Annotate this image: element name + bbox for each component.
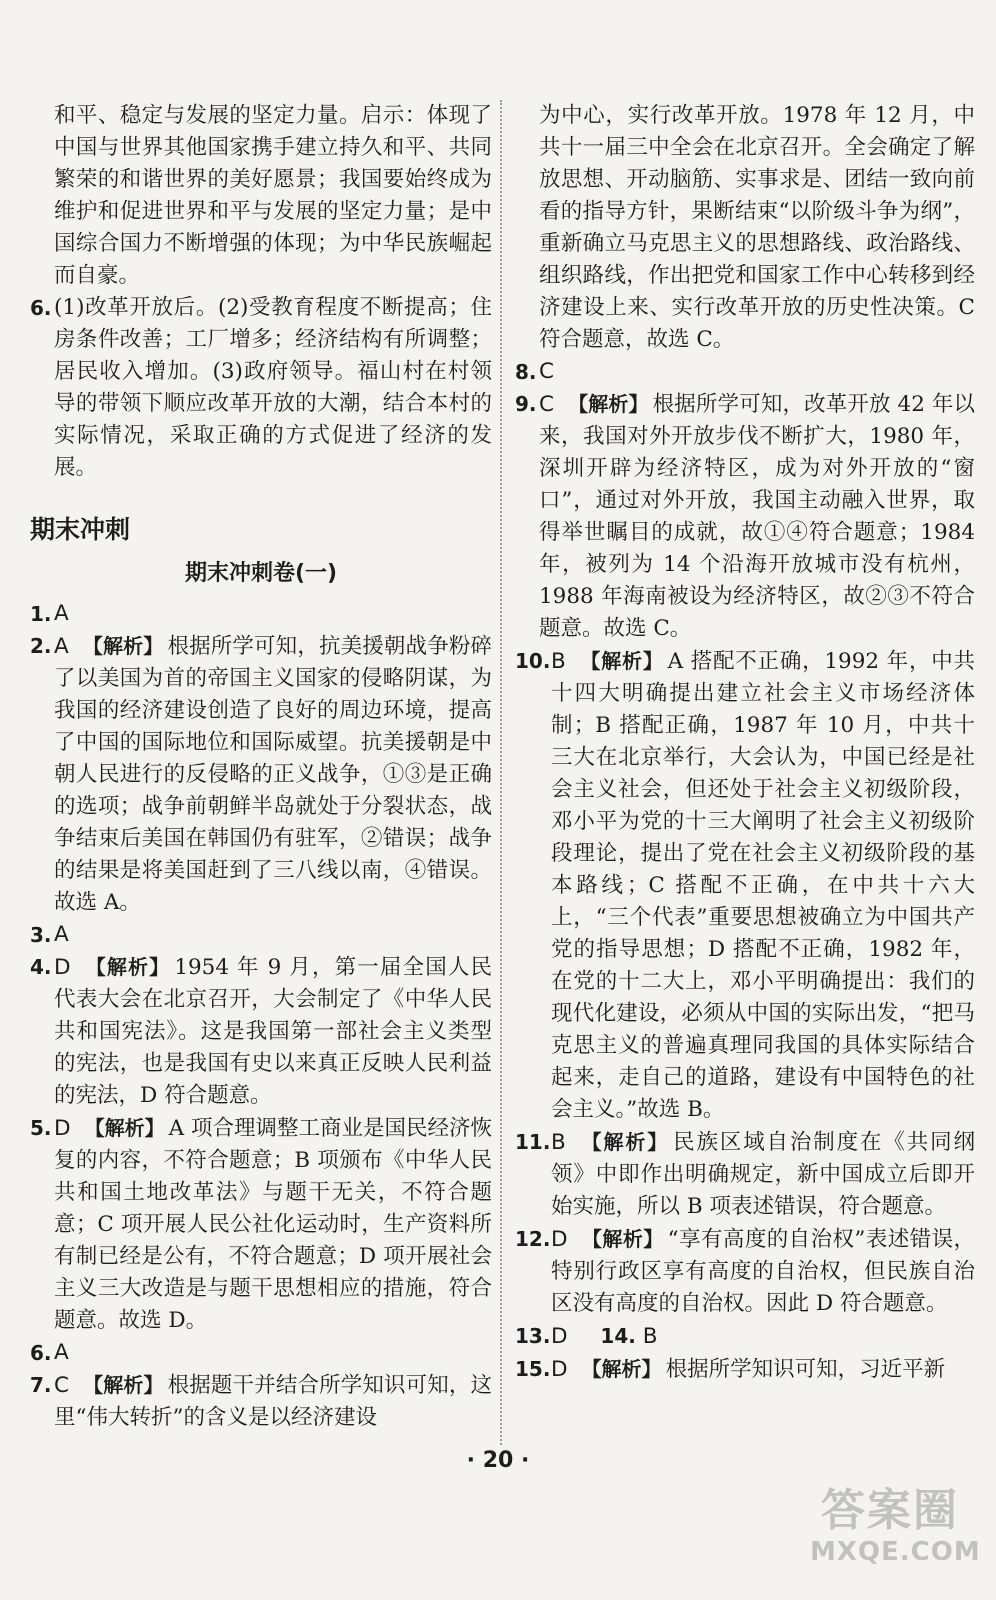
answer-item-9 (515, 388, 975, 645)
item-answer: D (551, 1324, 568, 1349)
answer-item-12 (515, 1223, 975, 1320)
analysis-tag: 【解析】 (83, 1373, 164, 1397)
item-number: 4. (30, 955, 52, 979)
analysis-tag: 【解析】 (84, 1116, 165, 1140)
item-answer: A (54, 1340, 69, 1365)
watermark-logo (810, 1485, 981, 1585)
item-number: 14. (600, 1324, 636, 1348)
item-text: 民族区域自治制度在《共同纲领》中即作出明确规定，新中国成立后即开始实施，所以 B 项表述错误，符合题意。 (551, 1130, 975, 1219)
analysis-tag: 【解析】 (84, 955, 171, 979)
item-number: 12. (515, 1227, 551, 1251)
answer-item-1 (30, 598, 492, 630)
continued-answer: 为中心，实行改革开放。1978 年 12 月，中共十一届三中全会在北京召开。全会确定了解放思想、开动脑筋、实事求是、团结一致向前看的指导方针，果断结束“以阶级斗争为纲”，重新确立马克思主义的思想路线、政治路线、组织路线，作出把党和国家工作中心转移到经济建设上来、实行改革开放的历史性决策。C 符合题意，故选 C。 (539, 103, 975, 352)
answer-item-10 (515, 645, 975, 1126)
item-number: 2. (30, 634, 52, 658)
item-number: 3. (30, 923, 52, 947)
item-text: 根据所学知识可知，习近平新 (665, 1357, 946, 1382)
answer-item-8 (515, 356, 975, 388)
item-number: 15. (515, 1357, 551, 1381)
item-number: 9. (515, 392, 537, 416)
item-answer: B (551, 649, 566, 674)
right-column (515, 100, 975, 1386)
watermark-url: MXQE.COM (810, 1537, 981, 1567)
answer-item-6 (30, 292, 492, 484)
analysis-tag: 【解析】 (82, 634, 164, 658)
item-text: A 项合理调整工商业是国民经济恢复的内容，不符合题意；B 项颁布《中华人民共和国土地改革法》与题干无关，不符合题意；C 项开展人民公社化运动时，生产资料所有制已经是公有，不符合题意；D 项开展社会主义三大改造是与题干思想相应的措施，符合题意。故选 D。 (54, 1116, 493, 1333)
item-text: (1)改革开放后。(2)受教育程度不断提高；住房条件改善；工厂增多；经济结构有所调整；居民收入增加。(3)政府领导。福山村在村领导的带领下顺应改革开放的大潮，结合本村的实际情况，采取正确的方式促进了经济的发展。 (54, 295, 492, 480)
item-answer: A (54, 634, 69, 659)
answer-item-15 (515, 1353, 975, 1386)
item-answer: C (54, 1373, 70, 1398)
continued-answer: 和平、稳定与发展的坚定力量。启示：体现了中国与世界其他国家携手建立持久和平、共同繁荣的和谐世界的美好愿景；我国要始终成为维护和促进世界和平与发展的坚定力量；是中国综合国力不断增强的体现；为中华民族崛起而自豪。 (54, 103, 492, 288)
item-text: A 搭配不正确，1992 年，中共十四大明确提出建立社会主义市场经济体制；B 搭配正确，1987 年 10 月，中共十三大在北京举行，大会认为，中国已经是社会主义社会，但还处于社会主义初级阶段，邓小平为党的十三大阐明了社会主义初级阶段理论，提出了党在社会主义初级阶段的基本路线；C 搭配不正确，在中共十六大上，“三个代表”重要思想被确立为中国共产党的指导思想；D 搭配不正确，1982 年，在党的十二大上，邓小平明确提出：我们的现代化建设，必须从中国的实际出发，“把马克思主义的普遍真理同我国的具体实际结合起来，走自己的道路，建设有中国特色的社会主义。”故选 B。 (551, 649, 975, 1122)
item-answer: D (54, 955, 71, 980)
analysis-tag: 【解析】 (579, 1130, 670, 1154)
item-number: 10. (515, 649, 551, 673)
answer-item-4 (30, 951, 492, 1112)
answer-item-5 (30, 1112, 492, 1337)
subsection-title: 期末冲刺卷(一) (184, 561, 338, 586)
item-answer: A (54, 601, 69, 626)
answer-item-3 (30, 919, 492, 951)
watermark-text: 答案圈 (821, 1485, 959, 1536)
item-number: 13. (515, 1324, 551, 1348)
answer-item-6b (30, 1337, 492, 1369)
item-answer: D (551, 1227, 568, 1252)
analysis-tag: 【解析】 (581, 1357, 662, 1381)
page-number: · 20 · (466, 1448, 530, 1473)
item-answer: B (551, 1130, 566, 1155)
item-text: “享有高度的自治权”表述错误，特别行政区享有高度的自治权，但民族自治区没有高度的自治权。因此 D 符合题意。 (551, 1227, 976, 1316)
item-text: 根据所学可知，抗美援朝战争粉碎了以美国为首的帝国主义国家的侵略阴谋，为我国的经济建设创造了良好的周边环境，提高了中国的国际地位和国际威望。抗美援朝是中朝人民进行的反侵略的正义战争，①③是正确的选项；战争前朝鲜半岛就处于分裂状态，战争结束后美国在韩国仍有驻军，②错误；战争的结果是将美国赶到了三八线以南，④错误。故选 A。 (54, 634, 492, 915)
item-number: 1. (30, 602, 52, 626)
item-number: 11. (515, 1130, 551, 1154)
item-number: 6. (30, 296, 52, 320)
item-text: 根据所学可知，改革开放 42 年以来，我国对外开放步伐不断扩大，1980 年，深圳开辟为经济特区，成为对外开放的“窗口”，通过对外开放，我国主动融入世界，取得举世瞩目的成就，故①④符合题意；1984 年，被列为 14 个沿海开放城市没有杭州，1988 年海南被设为经济特区，故②③不符合题意。故选 C。 (539, 392, 976, 641)
answer-item-13-14 (515, 1320, 975, 1353)
answer-item-11 (515, 1126, 975, 1223)
item-answer: A (54, 922, 69, 947)
item-answer: B (642, 1324, 658, 1349)
item-answer: D (551, 1357, 568, 1382)
section-title: 期末冲刺 (30, 515, 131, 544)
item-answer: C (539, 392, 555, 417)
analysis-tag: 【解析】 (579, 649, 664, 673)
item-number: 7. (30, 1373, 52, 1397)
item-text: 1954 年 9 月，第一届全国人民代表大会在北京召开，大会制定了《中华人民共和国宪法》。这是我国第一部社会主义类型的宪法，也是我国有史以来真正反映人民利益的宪法，D 符合题意。 (54, 955, 492, 1108)
analysis-tag: 【解析】 (581, 1227, 664, 1251)
analysis-tag: 【解析】 (568, 392, 649, 416)
item-answer: C (539, 359, 555, 384)
answer-item-7 (30, 1369, 492, 1434)
item-number: 5. (30, 1116, 52, 1140)
column-divider (500, 100, 502, 1445)
answer-item-2 (30, 630, 492, 919)
item-text: 根据题干并结合所学知识可知，这里“伟大转折”的含义是以经济建设 (54, 1373, 492, 1430)
item-answer: D (54, 1116, 71, 1141)
left-column (30, 100, 492, 1434)
item-number: 6. (30, 1341, 52, 1365)
item-number: 8. (515, 360, 537, 384)
